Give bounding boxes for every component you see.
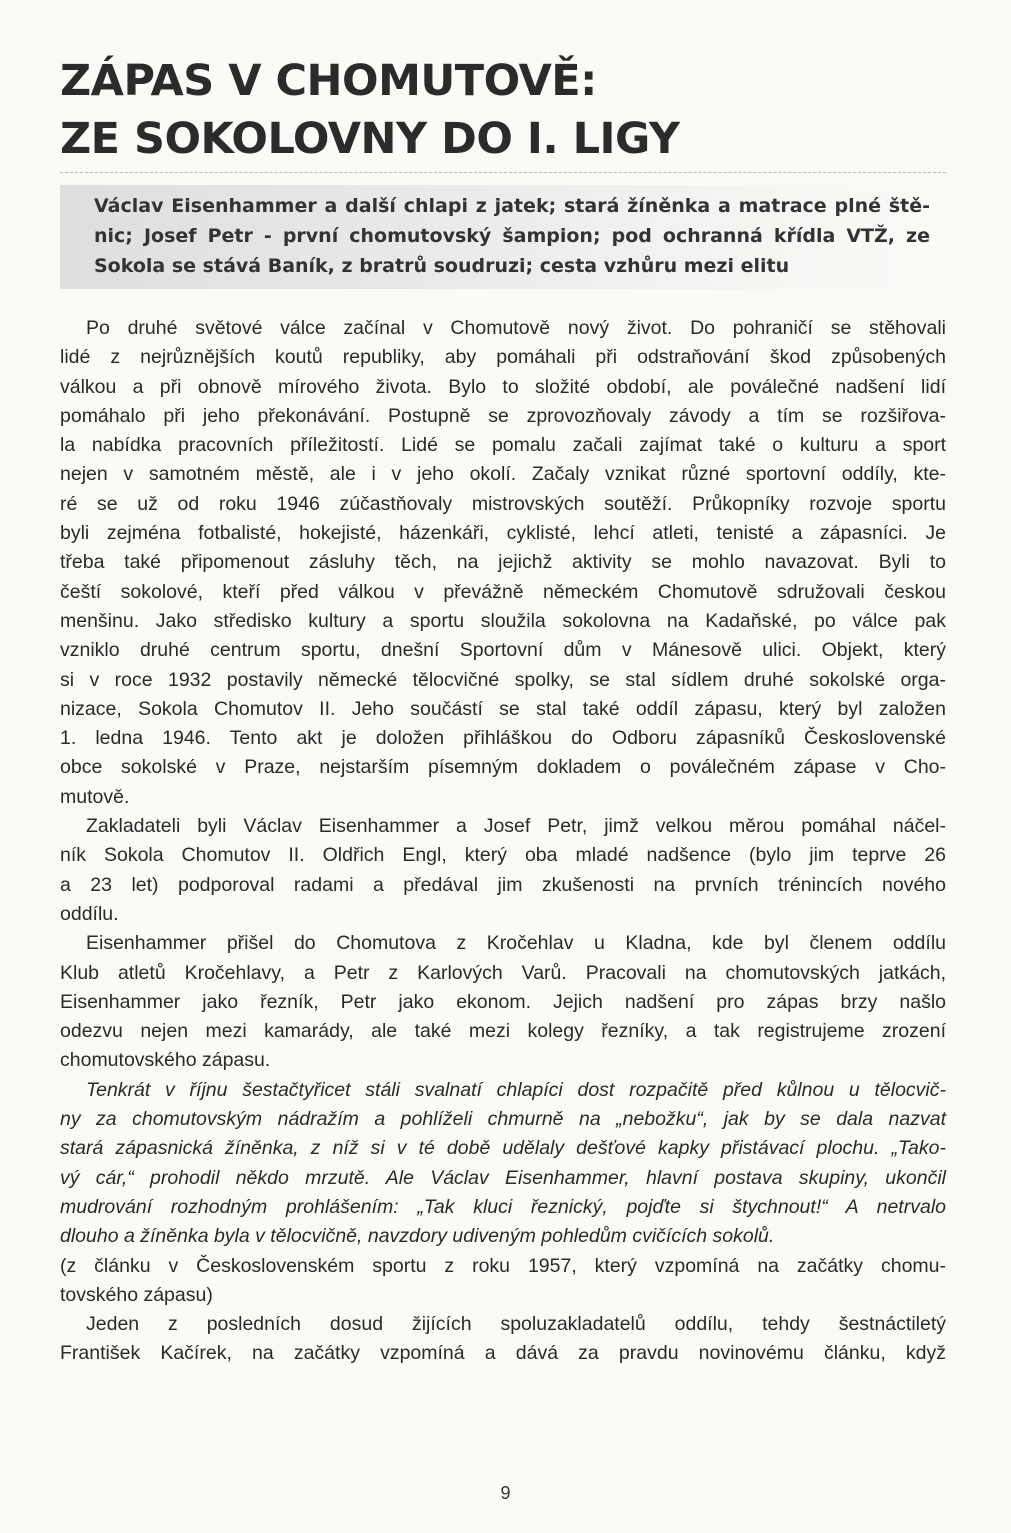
body-line: válkou a při obnově mírového života. Bylo to složité období, ale poválečné nadšení lidí: [60, 375, 946, 398]
body-line: la nabídka pracovních příležitostí. Lidé se pomalu začali zajímat také o kulturu a sport: [60, 434, 946, 457]
body-line: obce sokolské v Praze, nejstarším písemným dokladem o poválečném zápase v Cho-: [60, 756, 946, 779]
body-line: František Kačírek, na začátky vzpomíná a dává za pravdu novinovému článku, když: [60, 1342, 946, 1365]
body-line: Klub atletů Kročehlavy, a Petr z Karlových Varů. Pracovali na chomutovských jatkách,: [60, 961, 946, 984]
body-line: a 23 let) podporoval radami a předával jim zkušenosti na prvních trénincích nového: [60, 873, 946, 896]
body-line: menšinu. Jako středisko kultury a sportu sloužila sokolovna na Kadaňské, po válce pak: [60, 609, 946, 632]
body-line: nejen v samotném městě, ale i v jeho okolí. Začaly vznikat různé sportovní oddíly, kte-: [60, 463, 946, 486]
title-divider: [60, 172, 946, 173]
body-line: čeští sokolové, kteří před válkou v převážně německém Chomutově sdružovali českou: [60, 580, 946, 603]
quote-line: Tenkrát v říjnu šestačtyřicet stáli svalnatí chlapíci dost rozpačitě před kůlnou u tělocvič-: [86, 1078, 946, 1101]
body-line: pomáhalo při jeho překonávání. Postupně se zprovozňovaly závody a tím se rozšiřova-: [60, 404, 946, 427]
quote-line: vý cár,“ prohodil někdo mrzutě. Ale Václav Eisenhammer, hlavní postava skupiny, ukončil: [60, 1166, 946, 1189]
page-number: 9: [500, 1483, 511, 1503]
body-line: mutově.: [60, 785, 130, 808]
body-line: chomutovského zápasu.: [60, 1049, 271, 1072]
body-line: nizace, Sokola Chomutov II. Jeho součástí se stal také oddíl zápasu, který byl založen: [60, 697, 946, 720]
body-line: Eisenhammer přišel do Chomutova z Kročehlav u Kladna, kde byl členem oddílu: [86, 932, 946, 955]
body-line: vzniklo druhé centrum sportu, dnešní Sportovní dům v Mánesově ulici. Objekt, který: [60, 639, 946, 662]
body-line: Eisenhammer jako řezník, Petr jako ekonom. Jejich nadšení pro zápas brzy našlo: [60, 990, 946, 1013]
quote-source-line: (z článku v Československém sportu z roku 1957, který vzpomíná na začátky chomu-: [60, 1254, 946, 1277]
body-line: 1. ledna 1946. Tento akt je doložen přihláškou do Odboru zápasníků Československé: [60, 727, 946, 750]
body-line: si v roce 1932 postavily německé tělocvičné spolky, se stal sídlem druhé sokolské orga-: [60, 668, 946, 691]
body-text: [60, 314, 946, 1369]
quote-line: stará zápasnická žíněnka, z níž si v té době udělaly dešťové kapky přistávací plochu. „Tako-: [60, 1137, 946, 1160]
summary-line: Václav Eisenhammer a další chlapi z jatek; stará žíněnka a matrace plné ště-: [94, 195, 930, 217]
chapter-title: [60, 52, 960, 168]
body-line: ník Sokola Chomutov II. Oldřich Engl, který oba mladé nadšence (bylo jim teprve 26: [60, 844, 946, 867]
body-line: byli zejména fotbalisté, hokejisté, házenkáři, cyklisté, lehcí atleti, tenisté a zápasníci. Je: [60, 522, 946, 545]
quote-line: ny za chomutovským nádražím a pohlíželi chmurně na „nebožku“, jak by se dala nazvat: [60, 1108, 946, 1131]
quote-line: dlouho a žíněnka byla v tělocvičně, navzdory udiveným pohledům cvičících sokolů.: [60, 1225, 775, 1248]
body-line: třeba také připomenout zásluhy těch, na jejichž aktivity se mohlo navazovat. Byli to: [60, 551, 946, 574]
chapter-summary: [94, 191, 930, 281]
chapter-title-line-1: ZÁPAS V CHOMUTOVĚ:: [60, 56, 597, 106]
summary-line: Sokola se stává Baník, z bratrů soudruzi; cesta vzhůru mezi elitu: [94, 255, 790, 277]
chapter-title-line-2: ZE SOKOLOVNY DO I. LIGY: [60, 114, 680, 164]
body-line: Zakladateli byli Václav Eisenhammer a Josef Petr, jimž velkou měrou pomáhal náčel-: [86, 815, 946, 838]
body-line: lidé z nejrůznějších koutů republiky, aby pomáhali při odstraňování škod způsobených: [60, 346, 946, 369]
body-line: Jeden z posledních dosud žijících spoluzakladatelů oddílu, tehdy šestnáctiletý: [86, 1313, 946, 1336]
body-line: oddílu.: [60, 902, 119, 925]
body-line: Po druhé světové válce začínal v Chomutově nový život. Do pohraničí se stěhovali: [86, 317, 946, 339]
body-line: odezvu nejen mezi kamarády, ale také mezi kolegy řezníky, a tak registrujeme zrození: [60, 1020, 946, 1043]
summary-line: nic; Josef Petr - první chomutovský šampion; pod ochranná křídla VTŽ, ze: [94, 225, 930, 247]
body-line: ré se už od roku 1946 zúčastňovaly mistrovských soutěží. Průkopníky rozvoje sportu: [60, 492, 946, 515]
quote-source-line: tovského zápasu): [60, 1283, 213, 1306]
quote-line: mudrování rozhodným prohlášením: „Tak kluci řeznický, pojďte si štychnout!“ A netrvalo: [60, 1195, 946, 1218]
